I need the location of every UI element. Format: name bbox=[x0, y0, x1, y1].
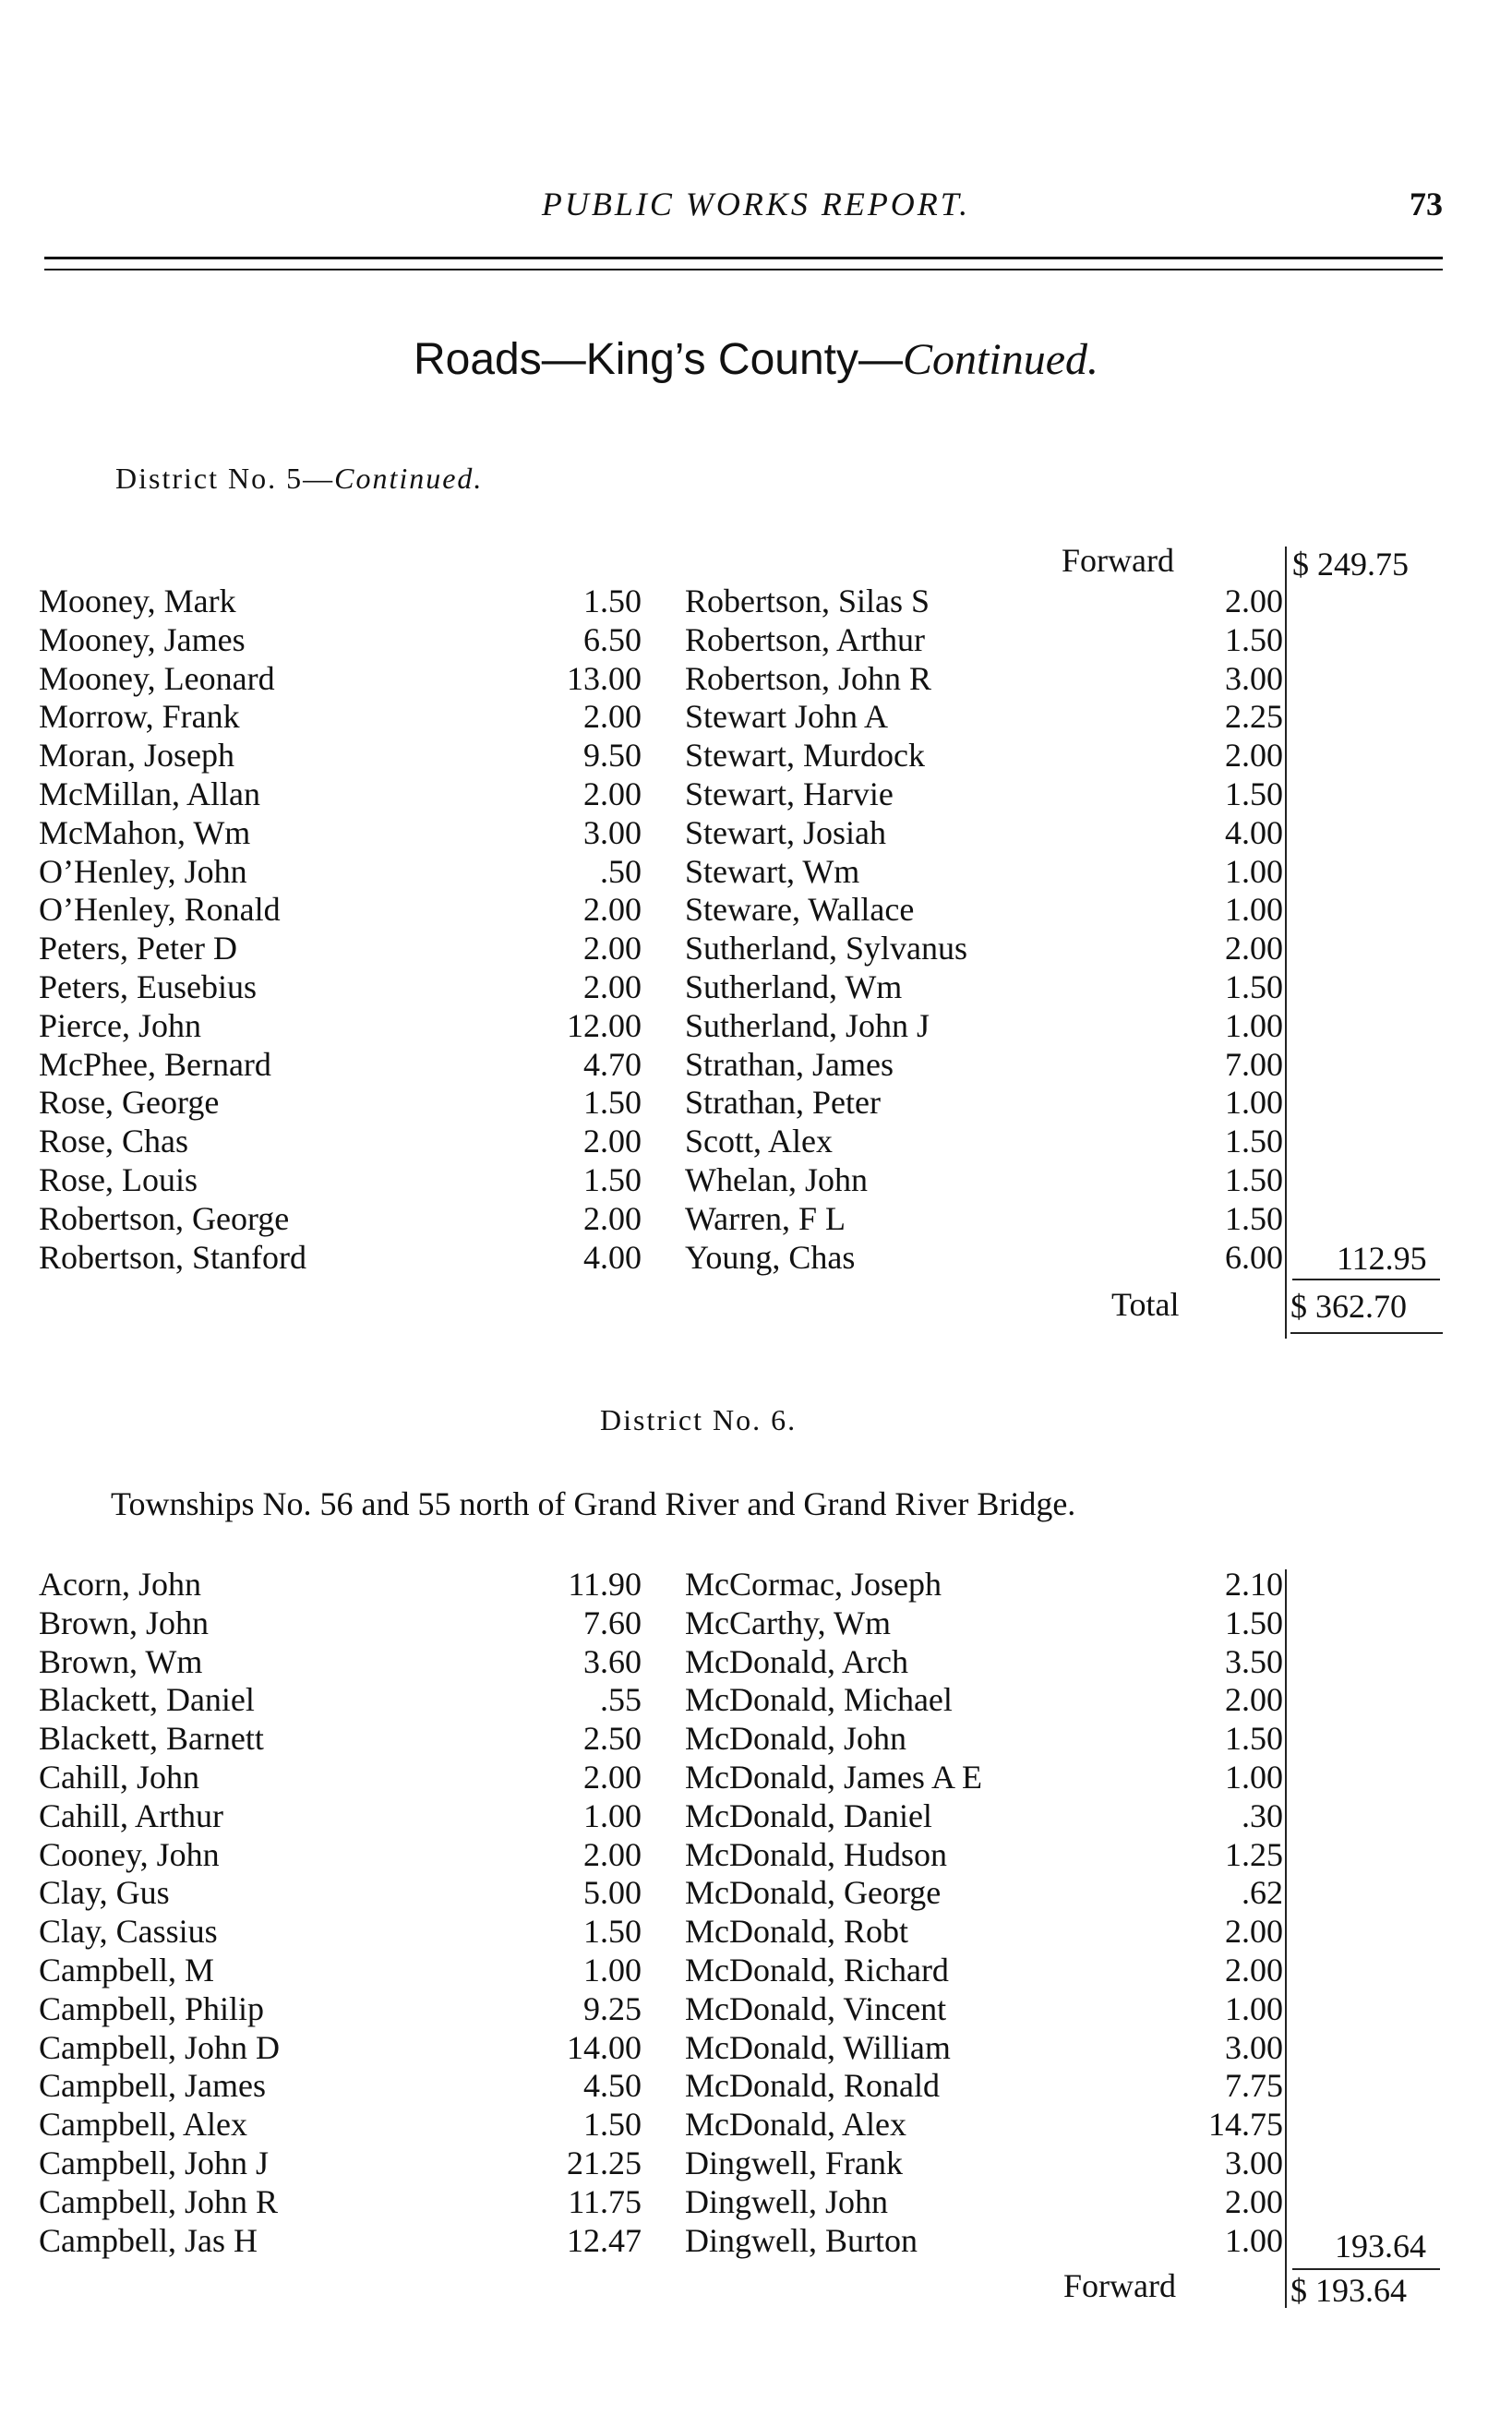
left-amount: 2.00 bbox=[583, 968, 642, 1005]
right-name: Robertson, John R bbox=[685, 659, 932, 697]
left-amount: 3.00 bbox=[583, 813, 642, 851]
right-name: Stewart John A bbox=[685, 698, 888, 736]
right-amount: 3.00 bbox=[1225, 2145, 1283, 2181]
right-name: Whelan, John bbox=[685, 1161, 868, 1198]
right-name: McDonald, Arch bbox=[685, 1642, 908, 1680]
district5-subtotal: 112.95 bbox=[1337, 1240, 1427, 1277]
left-name: Clay, Gus bbox=[39, 1874, 170, 1912]
running-head: PUBLIC WORKS REPORT. bbox=[541, 186, 971, 222]
left-amount: 1.00 bbox=[583, 1952, 642, 1988]
left-name: Rose, Louis bbox=[39, 1161, 198, 1198]
district5-heading-text: District No. 5— bbox=[115, 462, 335, 495]
left-name: Cahill, Arthur bbox=[39, 1796, 223, 1834]
right-amount: 2.00 bbox=[1225, 1681, 1283, 1719]
right-name: Stewart, Wm bbox=[685, 852, 860, 890]
district5-subtotal-rule bbox=[1292, 1279, 1440, 1280]
right-name: Dingwell, Burton bbox=[685, 2221, 918, 2259]
left-name: Clay, Cassius bbox=[39, 1913, 218, 1951]
page-number: 73 bbox=[1410, 186, 1443, 222]
left-name: Campbell, James bbox=[39, 2067, 266, 2105]
right-name: McDonald, Vincent bbox=[685, 1989, 947, 2027]
left-amount: 9.50 bbox=[583, 737, 642, 775]
left-amount: 2.00 bbox=[583, 891, 642, 929]
left-name: Peters, Eusebius bbox=[39, 968, 257, 1005]
right-amount: 1.50 bbox=[1225, 968, 1283, 1005]
left-amount: 6.50 bbox=[583, 620, 642, 658]
left-amount: 14.00 bbox=[567, 2028, 642, 2066]
right-amount: 1.25 bbox=[1225, 1835, 1283, 1873]
left-name: Campbell, Jas H bbox=[39, 2221, 258, 2259]
left-name: Morrow, Frank bbox=[39, 698, 240, 736]
section-title-italic: Continued. bbox=[903, 335, 1099, 384]
left-amount: 4.00 bbox=[583, 1238, 642, 1276]
left-name: Mooney, James bbox=[39, 620, 246, 658]
right-amount: 2.25 bbox=[1225, 698, 1283, 736]
right-name: Stewart, Harvie bbox=[685, 775, 894, 812]
left-amount: 12.00 bbox=[567, 1006, 642, 1044]
right-name: McDonald, Alex bbox=[685, 2106, 906, 2144]
right-name: McDonald, Daniel bbox=[685, 1796, 932, 1834]
left-name: Moran, Joseph bbox=[39, 737, 234, 775]
left-name: Blackett, Barnett bbox=[39, 1720, 264, 1758]
left-name: Mooney, Leonard bbox=[39, 659, 275, 697]
right-amount: 7.75 bbox=[1225, 2067, 1283, 2105]
left-amount: 11.90 bbox=[568, 1566, 642, 1603]
left-amount: 2.00 bbox=[583, 1123, 642, 1160]
left-name: Pierce, John bbox=[39, 1006, 201, 1044]
right-name: McDonald, Ronald bbox=[685, 2067, 940, 2105]
left-amount: 5.00 bbox=[583, 1874, 642, 1912]
right-amount: 2.00 bbox=[1225, 930, 1283, 967]
left-name: Acorn, John bbox=[39, 1566, 201, 1603]
right-amount: 3.00 bbox=[1225, 659, 1283, 697]
right-name: McDonald, James A E bbox=[685, 1759, 982, 1796]
left-name: Campbell, John J bbox=[39, 2145, 269, 2181]
left-name: Campbell, M bbox=[39, 1952, 214, 1988]
district5-forward-amount: $ 249.75 bbox=[1292, 546, 1409, 583]
right-amount: 2.00 bbox=[1225, 737, 1283, 775]
right-name: Stewart, Josiah bbox=[685, 813, 886, 851]
right-amount: 1.00 bbox=[1225, 1989, 1283, 2027]
section-title-main: Roads—King’s County— bbox=[413, 335, 904, 384]
right-amount: 2.00 bbox=[1225, 2182, 1283, 2220]
left-name: Campbell, John R bbox=[39, 2182, 278, 2220]
right-amount: 1.50 bbox=[1225, 775, 1283, 812]
left-amount: 2.00 bbox=[583, 1759, 642, 1796]
district6-subtotal: 193.64 bbox=[1335, 2228, 1426, 2265]
right-amount: 1.50 bbox=[1225, 1720, 1283, 1758]
right-amount: 3.50 bbox=[1225, 1642, 1283, 1680]
left-amount: 1.50 bbox=[583, 1913, 642, 1951]
district5-heading bbox=[115, 462, 483, 496]
right-amount: 1.50 bbox=[1225, 1161, 1283, 1198]
right-name: Sutherland, Wm bbox=[685, 968, 903, 1005]
left-name: Cahill, John bbox=[39, 1759, 200, 1796]
right-amount: 2.00 bbox=[1225, 1952, 1283, 1988]
right-name: Robertson, Arthur bbox=[685, 620, 925, 658]
right-name: McDonald, William bbox=[685, 2028, 951, 2066]
left-amount: 1.50 bbox=[583, 2106, 642, 2144]
district6-heading: District No. 6. bbox=[600, 1403, 798, 1436]
right-amount: 1.00 bbox=[1225, 852, 1283, 890]
right-amount: 1.00 bbox=[1225, 1759, 1283, 1796]
left-amount: 2.00 bbox=[583, 1835, 642, 1873]
left-name: Blackett, Daniel bbox=[39, 1681, 255, 1719]
right-amount: 7.00 bbox=[1225, 1045, 1283, 1083]
left-name: Campbell, Philip bbox=[39, 1989, 265, 2027]
left-amount: 1.50 bbox=[583, 1161, 642, 1198]
district5-total-rule bbox=[1290, 1332, 1443, 1334]
left-amount: 1.50 bbox=[583, 1084, 642, 1122]
district6-subtotal-rule bbox=[1292, 2268, 1440, 2270]
right-amount: 6.00 bbox=[1225, 1238, 1283, 1276]
district5-column-rule bbox=[1285, 547, 1287, 1339]
right-name: McDonald, Robt bbox=[685, 1913, 908, 1951]
left-amount: 2.00 bbox=[583, 1199, 642, 1237]
left-name: McMahon, Wm bbox=[39, 813, 251, 851]
left-amount: 12.47 bbox=[567, 2221, 642, 2259]
right-amount: 1.00 bbox=[1225, 1006, 1283, 1044]
left-amount: 2.00 bbox=[583, 930, 642, 967]
right-amount: 1.50 bbox=[1225, 1123, 1283, 1160]
header-rule bbox=[44, 257, 1443, 259]
left-name: Rose, George bbox=[39, 1084, 220, 1122]
right-name: Stewart, Murdock bbox=[685, 737, 925, 775]
district6-forward-amount: $ 193.64 bbox=[1290, 2272, 1407, 2309]
right-name: McCormac, Joseph bbox=[685, 1566, 942, 1603]
district6-forward-label: Forward bbox=[1063, 2267, 1176, 2304]
district6-subheading: Townships No. 56 and 55 north of Grand River and Grand River Bridge. bbox=[111, 1485, 1076, 1522]
right-name: Dingwell, John bbox=[685, 2182, 888, 2220]
left-amount: .55 bbox=[600, 1681, 642, 1719]
left-amount: 2.00 bbox=[583, 775, 642, 812]
left-amount: 13.00 bbox=[567, 659, 642, 697]
right-name: Steware, Wallace bbox=[685, 891, 915, 929]
right-name: Sutherland, Sylvanus bbox=[685, 930, 967, 967]
right-amount: 3.00 bbox=[1225, 2028, 1283, 2066]
right-amount: 14.75 bbox=[1208, 2106, 1283, 2144]
right-name: Robertson, Silas S bbox=[685, 583, 930, 619]
section-title bbox=[0, 334, 1512, 385]
left-name: O’Henley, John bbox=[39, 852, 247, 890]
left-name: Peters, Peter D bbox=[39, 930, 237, 967]
right-amount: 2.10 bbox=[1225, 1566, 1283, 1603]
left-name: Rose, Chas bbox=[39, 1123, 188, 1160]
right-amount: 1.50 bbox=[1225, 620, 1283, 658]
left-name: Brown, John bbox=[39, 1604, 210, 1641]
left-amount: 21.25 bbox=[567, 2145, 642, 2181]
right-name: Strathan, James bbox=[685, 1045, 894, 1083]
left-name: Robertson, George bbox=[39, 1199, 290, 1237]
right-name: McDonald, John bbox=[685, 1720, 906, 1758]
right-name: McCarthy, Wm bbox=[685, 1604, 891, 1641]
right-name: McDonald, Michael bbox=[685, 1681, 953, 1719]
right-name: McDonald, Richard bbox=[685, 1952, 949, 1988]
left-name: Campbell, Alex bbox=[39, 2106, 247, 2144]
right-amount: 1.00 bbox=[1225, 2221, 1283, 2259]
right-amount: 2.00 bbox=[1225, 1913, 1283, 1951]
right-amount: .30 bbox=[1242, 1796, 1283, 1834]
left-amount: 4.70 bbox=[583, 1045, 642, 1083]
left-amount: .50 bbox=[600, 852, 642, 890]
left-amount: 11.75 bbox=[568, 2182, 642, 2220]
right-amount: 1.50 bbox=[1225, 1199, 1283, 1237]
district5-heading-italic: Continued. bbox=[334, 462, 484, 495]
district5-forward-label: Forward bbox=[1062, 542, 1174, 579]
right-amount: .62 bbox=[1242, 1874, 1283, 1912]
left-amount: 3.60 bbox=[583, 1642, 642, 1680]
left-amount: 2.50 bbox=[583, 1720, 642, 1758]
left-amount: 1.50 bbox=[583, 583, 642, 619]
district5-total-label: Total bbox=[1111, 1286, 1180, 1323]
left-name: O’Henley, Ronald bbox=[39, 891, 281, 929]
header-rule-thin bbox=[44, 269, 1443, 270]
left-name: Robertson, Stanford bbox=[39, 1238, 306, 1276]
left-name: Mooney, Mark bbox=[39, 583, 236, 619]
left-name: McMillan, Allan bbox=[39, 775, 260, 812]
left-amount: 7.60 bbox=[583, 1604, 642, 1641]
left-name: McPhee, Bernard bbox=[39, 1045, 271, 1083]
district6-column-rule bbox=[1285, 1569, 1287, 2308]
right-name: McDonald, Hudson bbox=[685, 1835, 947, 1873]
right-name: Sutherland, John J bbox=[685, 1006, 930, 1044]
right-amount: 1.00 bbox=[1225, 891, 1283, 929]
left-amount: 1.00 bbox=[583, 1796, 642, 1834]
right-name: Dingwell, Frank bbox=[685, 2145, 903, 2181]
right-amount: 1.50 bbox=[1225, 1604, 1283, 1641]
right-name: Scott, Alex bbox=[685, 1123, 833, 1160]
right-name: Strathan, Peter bbox=[685, 1084, 881, 1122]
left-name: Brown, Wm bbox=[39, 1642, 203, 1680]
left-amount: 9.25 bbox=[583, 1989, 642, 2027]
left-amount: 2.00 bbox=[583, 698, 642, 736]
left-name: Cooney, John bbox=[39, 1835, 220, 1873]
right-amount: 4.00 bbox=[1225, 813, 1283, 851]
right-name: McDonald, George bbox=[685, 1874, 942, 1912]
right-name: Warren, F L bbox=[685, 1199, 846, 1237]
district5-total-amount: $ 362.70 bbox=[1290, 1288, 1407, 1325]
right-amount: 1.00 bbox=[1225, 1084, 1283, 1122]
left-name: Campbell, John D bbox=[39, 2028, 280, 2066]
right-name: Young, Chas bbox=[685, 1238, 856, 1276]
left-amount: 4.50 bbox=[583, 2067, 642, 2105]
right-amount: 2.00 bbox=[1225, 583, 1283, 619]
